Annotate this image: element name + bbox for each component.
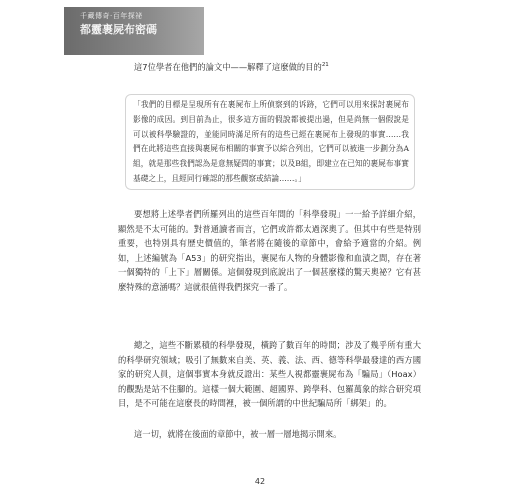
intro-paragraph xyxy=(118,58,421,74)
series-name: 千藏傳奇‧百年探祕 xyxy=(80,12,143,20)
body-paragraph-1: 要想將上述學者們所羅列出的這些百年間的「科學發現」一一給予詳細介紹，顯然是不太可能的。對普通讀者而言，它們或許都太過深奧了。但其中有些是特別重要，也特別具有歷史價值的，筆者將在隨後的章節中，會給予適當的介紹。例如，上述編號為「A53」的研究指出，裹屍布人物的身體影像和血漬之間，存在著一個獨特的「上下」層關係。這個發現到底說出了一個甚麼樣的驚天奧祕？它有甚麼特殊的意涵嗎？這就很值得我們探究一番了。 xyxy=(118,209,421,292)
body-paragraph-3: 這一切，就將在後面的章節中，被一層一層地揭示開來。 xyxy=(134,429,342,439)
intro-text: 這7位學者在他們的論文中——解釋了這麼做的目的 xyxy=(134,61,322,72)
body-paragraph-2: 總之，這些不斷累積的科學發現，橫跨了數百年的時間；涉及了幾乎所有重大的科學研究領域；吸引了無數來自美、英、義、法、西、德等科學最發達的西方國家的研究人員，這個事實本身就反證出：某些人視都靈裹屍布為「騙局」（Hoax）的觀點是站不住腳的。這樣一個大範圍、超國界、跨學科、包羅萬象的綜合研究項目，是不可能在這麼長的時間裡，被一個所謂的中世紀騙局所「綁架」的。 xyxy=(118,340,421,409)
block-quote: 「我們的目標是呈現所有在裹屍布上所偵察到的诉跡，它們可以用來探討裹屍布影像的成因。到目前為止，很多這方面的假說都被提出過，但是尚無一個假說是可以被科學驗證的，並能同時滿足所有的這些已經在裹屍布上發現的事實……我們在此將這些直接與裹屍布相關的事實予以綜合列出，它們可以被進一步劃分為A組，就是那些我們認為是意無疑問的事實；以及B組，即建立在已知的裹屍布事實基礎之上，且經同行確認的那些觀察或結論……。」 xyxy=(133,100,409,183)
page-number: 42 xyxy=(254,477,266,486)
running-header xyxy=(64,7,204,55)
book-title: 都靈裹屍布密碼 xyxy=(80,23,157,36)
footnote-marker: 21 xyxy=(321,62,329,68)
